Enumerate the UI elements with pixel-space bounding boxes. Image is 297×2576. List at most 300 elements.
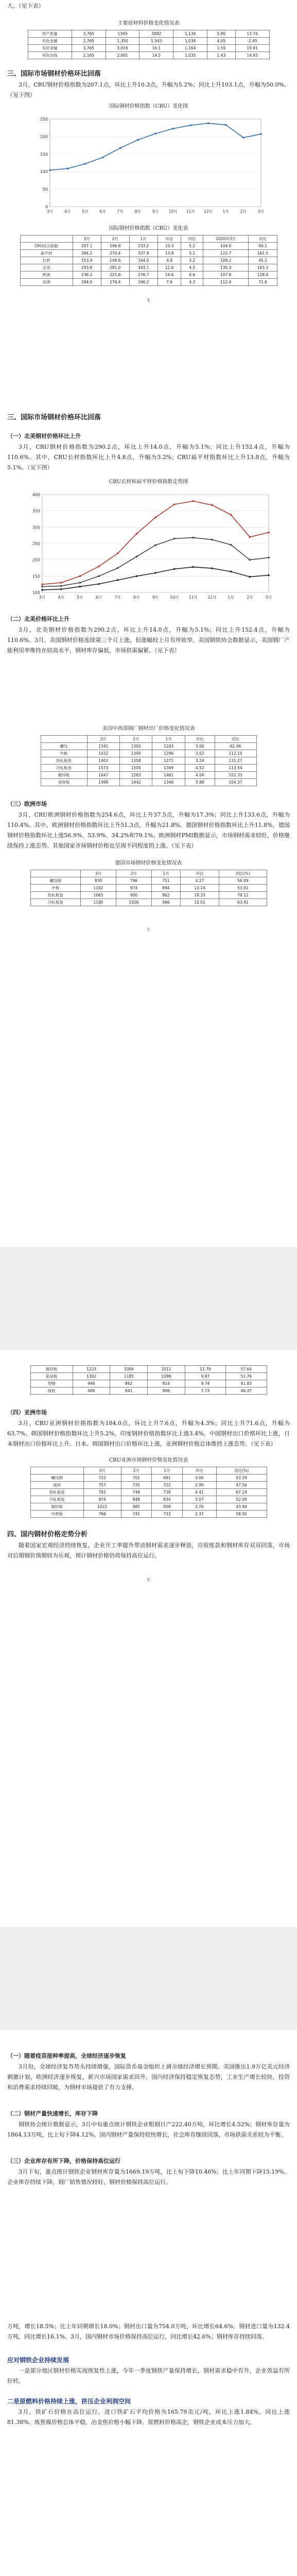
table-cell: 型钢 xyxy=(30,1380,73,1387)
section4-heading: 四、国内钢材价格走势分析 xyxy=(7,1531,88,1538)
table-cell: 1065 xyxy=(81,892,116,899)
table-cell: 722 xyxy=(83,1475,121,1482)
table-cell: 1,164 xyxy=(173,45,207,52)
table-header-cell xyxy=(41,736,87,743)
table-cell: 冷轧板卷 xyxy=(30,1496,83,1503)
table-cell: 4.27 xyxy=(181,877,219,885)
table-cell: 131.27 xyxy=(215,757,256,765)
table-cell: 4.8 xyxy=(158,257,181,264)
table-cell: 14.5 xyxy=(139,52,173,59)
table-header-cell: 1月 xyxy=(151,870,180,877)
section3-heading: 三、国际市场钢材价格环比回落 xyxy=(7,70,101,78)
table-cell: 中板 xyxy=(30,885,81,892)
table-cell: 163.3 xyxy=(249,264,277,272)
sheet-2 xyxy=(0,402,297,1247)
table-cell: 镀锌板 xyxy=(41,772,87,779)
table-row xyxy=(41,750,256,757)
table-cell: 12.6 xyxy=(158,264,181,272)
table-cell: 5.1 xyxy=(181,250,203,257)
table-cell: 153.4 xyxy=(73,257,101,264)
table-cell: 1022 xyxy=(83,1503,121,1511)
table-cell: 108.2 xyxy=(203,257,249,264)
y-tick-label: 250 xyxy=(32,541,40,546)
table-row xyxy=(28,38,269,45)
table-cell: 738 xyxy=(152,1489,183,1496)
table-row xyxy=(30,892,267,899)
table-cell: 13.14 xyxy=(181,885,219,892)
table-cell: 3082 xyxy=(139,30,173,38)
data-point xyxy=(268,556,270,558)
table-cell: 2.99 xyxy=(182,1482,216,1489)
table-cell: 946 xyxy=(73,1380,110,1387)
table-4 xyxy=(30,870,267,906)
table-cell: 3.07 xyxy=(182,1496,216,1503)
table-5 xyxy=(30,1467,267,1518)
table-cell: 806 xyxy=(148,1387,185,1395)
data-point xyxy=(101,157,103,159)
data-point xyxy=(154,133,156,135)
table-cell: 10.3 xyxy=(158,243,181,250)
table-cell: 722 xyxy=(152,1482,183,1489)
table-header-cell: 2020年3月 xyxy=(203,235,249,243)
table-cell: 79.12 xyxy=(219,892,267,899)
table-cell: 691 xyxy=(152,1475,183,1482)
sub2-heading: （二）北美价格环比上升 xyxy=(7,616,69,622)
table-cell: 3,016 xyxy=(106,45,139,52)
x-tick-label: 9月 xyxy=(152,595,159,600)
table-cell: 51.76 xyxy=(226,1373,267,1380)
table-cell: 宽厚板 xyxy=(41,779,87,786)
y-tick-label: 200 xyxy=(32,557,40,563)
table-cell: 中厚板 xyxy=(30,1511,83,1518)
table-cell: 1.43 xyxy=(207,52,235,59)
table-row xyxy=(41,765,256,772)
table-cell: 北美 xyxy=(20,264,73,272)
page-gap-1 xyxy=(0,1247,297,1350)
table-cell: 748 xyxy=(121,1489,152,1496)
x-tick-label: 7月 xyxy=(114,595,121,600)
table-cell: 701 xyxy=(121,1475,152,1482)
table-cell: 1369 xyxy=(106,30,139,38)
table-cell: 130.3 xyxy=(203,264,249,272)
table-cell: 3.37 xyxy=(182,1511,216,1518)
data-point xyxy=(189,124,191,126)
table-row xyxy=(20,250,277,257)
s4-2-para: 钢铁协会统计数据显示，3月中旬重点统计钢铁企业粗钢日产222.40万吨，环比增长4.52%；钢材库存量为1864.13万吨，比上旬下降4.12%。国内钢材产量保持较快增长，社会库存继续回落，市场供需关系较为平衡。 xyxy=(7,2121,290,2138)
table-header-row xyxy=(30,870,267,877)
data-point xyxy=(249,576,251,578)
table-cell: 3,765 xyxy=(72,30,106,38)
table-cell: 镀锌板 xyxy=(30,1366,73,1373)
table-cell: 113.54 xyxy=(215,765,256,772)
table-row xyxy=(30,1373,267,1380)
table-header-cell: 1月 xyxy=(152,736,185,743)
table-cell: 有色冶炼 xyxy=(28,52,72,59)
table-4-continued xyxy=(30,1365,267,1395)
y-tick-label: 350 xyxy=(32,509,40,514)
table-cell: 2,765 xyxy=(72,38,106,45)
table-cell: 线材 xyxy=(30,1482,83,1489)
table-cell: CRU综合指数 xyxy=(20,243,73,250)
x-tick-label: 3月 xyxy=(265,595,272,600)
table-cell: 107.8 xyxy=(203,272,249,279)
table-row xyxy=(30,1482,267,1489)
data-point xyxy=(66,167,68,170)
data-point xyxy=(249,559,251,561)
data-point xyxy=(242,137,244,139)
table-cell: 热轧板卷 xyxy=(41,757,87,765)
table-cell: 3.00 xyxy=(185,743,215,750)
table-cell: 1223 xyxy=(73,1366,110,1373)
table-row xyxy=(30,1503,267,1511)
table-cell: 958 xyxy=(152,1503,183,1511)
table-cell: 58.92 xyxy=(216,1511,267,1518)
page-number-3: 6 xyxy=(147,1578,150,1583)
data-point xyxy=(211,504,213,506)
table-cell: 5.2 xyxy=(181,243,203,250)
table-cell: 1358 xyxy=(119,757,152,765)
table-header-cell: 同比 xyxy=(181,235,203,243)
table-cell: 184.0 xyxy=(73,279,101,286)
y-tick-label: 200 xyxy=(40,134,48,139)
table-cell: 16.1 xyxy=(139,45,173,52)
table-cell: 47.56 xyxy=(216,1482,267,1489)
table-row xyxy=(30,1387,267,1395)
table-cell: 7.73 xyxy=(185,1387,225,1395)
table-cell: 874 xyxy=(83,1496,121,1503)
data-point xyxy=(224,124,226,126)
s5-heading-2: 二是原燃料价格持续上涨，挤压企业利润空间 xyxy=(7,2398,131,2405)
table-row xyxy=(28,52,269,59)
table-cell: 热轧板卷 xyxy=(30,1489,83,1496)
table-cell: 1346 xyxy=(152,779,185,786)
data-point xyxy=(60,582,62,584)
table-cell: 757 xyxy=(83,1482,121,1489)
y-tick-label: 150 xyxy=(32,574,40,579)
table-cell: 3.76 xyxy=(182,1503,216,1511)
table-cell: 733 xyxy=(152,1511,183,1518)
table-cell: 221.6 xyxy=(101,272,129,279)
table-cell: 57.64 xyxy=(226,1366,267,1373)
x-tick-label: 4月 xyxy=(64,209,71,214)
table-cell: 894 xyxy=(151,885,180,892)
table-header-cell: 3月 xyxy=(87,736,119,743)
table-cell: 1583 xyxy=(119,772,152,779)
table-row xyxy=(41,743,256,750)
data-point xyxy=(211,539,213,541)
table-1 xyxy=(28,30,270,59)
table-row xyxy=(28,45,269,52)
table-3 xyxy=(41,735,257,786)
table-cell: 781 xyxy=(83,1489,121,1496)
data-point xyxy=(116,552,118,554)
table-cell: 3.00 xyxy=(182,1475,216,1482)
table-row xyxy=(41,772,256,779)
table-cell: 122.7 xyxy=(203,250,249,257)
table-cell: 1102 xyxy=(81,885,116,892)
data-point xyxy=(192,537,194,539)
sub1-para: 3月，CRU钢材价格指数为290.2点，环比上升14.0点，升幅为5.1%；同比上升152.4点，升幅为110.6%。其中，CRU长材指数环比上升4.8点，升幅为3.2%；CRU扁平材指数环比上升13.8点，升幅为5.1%。（见下图） xyxy=(7,444,290,471)
table-cell: 52.00 xyxy=(216,1496,267,1503)
data-point xyxy=(154,544,156,546)
table-header-row xyxy=(30,1467,267,1475)
table-row xyxy=(28,30,269,38)
y-tick-label: 50 xyxy=(42,187,48,192)
s4-3-heading: （三）企业库存有所下降，价格保持高位运行 xyxy=(7,2158,120,2164)
sheet-3 xyxy=(0,1350,297,1927)
table-header-cell: 同比(%) xyxy=(219,870,267,877)
data-point xyxy=(79,586,81,588)
table-header-cell: 环比 xyxy=(182,1467,216,1475)
data-point xyxy=(41,583,43,585)
data-point xyxy=(230,544,232,546)
table-cell: 128.4 xyxy=(249,272,277,279)
table-cell: 镀锌板 xyxy=(30,1503,83,1511)
data-point xyxy=(98,575,100,578)
table-cell: 7.6 xyxy=(158,279,181,286)
s4-2-heading: （二）钢材产量快速增长，库存下降 xyxy=(7,2110,98,2117)
data-point xyxy=(154,517,156,519)
table-cell: 67.24 xyxy=(216,1489,267,1496)
x-tick-label: 3月 xyxy=(257,209,264,214)
sub4-heading: （四）亚洲市场 xyxy=(7,1409,47,1416)
table-cell: 5,134 xyxy=(173,30,207,38)
table-cell: 有色金属 xyxy=(28,38,72,45)
x-tick-label: 11月 xyxy=(188,595,198,600)
s5-para2: 3月，铁矿石价格在高位运行，进口铁矿石平均价格为165.79美元/吨，环比上涨1.84%，同比上涨81.38%。炼焦煤价格总体平稳，冶金焦价格小幅下降。原燃料价格高企，钢铁企业成本压力加大。 xyxy=(7,2409,290,2426)
x-tick-label: 8月 xyxy=(134,209,141,214)
table-header-cell: 环比 xyxy=(158,235,181,243)
x-tick-label: 9月 xyxy=(152,209,159,214)
chart1-svg xyxy=(30,113,267,221)
table-row xyxy=(41,757,256,765)
data-point xyxy=(249,536,251,538)
data-point xyxy=(135,533,137,535)
table-cell: 207.1 xyxy=(73,243,101,250)
data-point xyxy=(173,568,175,570)
table-header-cell: 环比 xyxy=(185,736,215,743)
x-tick-label: 10月 xyxy=(168,209,178,214)
table-cell: 欧洲 xyxy=(20,272,73,279)
table-cell: 276.7 xyxy=(129,272,158,279)
table-cell: 41.83 xyxy=(226,1380,267,1387)
s5-para1: 一是部分地区钢材价格实现恢复性上涨，今年一季度钢铁产量保持增长，钢材需求稳中有升，企业效益有所好转。 xyxy=(7,2367,290,2384)
y-tick-label: 100 xyxy=(32,590,40,595)
table3-caption: 美国中西部钢厂钢材出厂价格变化情况表 xyxy=(102,726,195,732)
x-tick-label: 3月 xyxy=(39,595,45,600)
table-cell: 270.4 xyxy=(101,250,129,257)
table-cell: 4.04 xyxy=(185,772,215,779)
table-row xyxy=(20,264,277,272)
table-cell: 71.6 xyxy=(249,279,277,286)
table-cell: 766 xyxy=(83,1511,121,1518)
table-cell: 4.3 xyxy=(181,279,203,286)
table-cell: 3.02 xyxy=(185,750,215,757)
sheet-1 xyxy=(0,0,297,392)
table-header-cell: 同比 xyxy=(215,736,256,743)
s4-3-para: 3月下旬，重点统计钢铁企业钢材库存量为1669.19万吨，比上旬下降10.46%；比上年同期下降15.19%。企业库存持续下降，钢厂销售情况较好，钢材价格保持高位运行。 xyxy=(7,2168,290,2185)
y-tick-label: 400 xyxy=(32,493,40,497)
table-cell: 长材 xyxy=(20,257,73,264)
table-row xyxy=(30,1489,267,1496)
table-cell: 5.80 xyxy=(207,30,235,38)
table-row xyxy=(30,877,267,885)
table-cell: 1390 xyxy=(119,750,152,757)
table-cell: 102.33 xyxy=(215,772,256,779)
table-header-cell xyxy=(30,1467,83,1475)
table-cell: 6.6 xyxy=(181,272,203,279)
data-point xyxy=(192,566,194,568)
table5-caption: CRU亚洲市场钢材价格变化情况表 xyxy=(109,1458,188,1463)
table-cell: 1185 xyxy=(110,1373,148,1380)
data-point xyxy=(211,567,213,569)
table-row xyxy=(41,779,256,786)
data-point xyxy=(41,586,43,588)
table-row xyxy=(20,257,277,264)
x-tick-label: 8月 xyxy=(133,595,139,600)
table-cell: 1573 xyxy=(87,765,119,772)
table-row xyxy=(30,885,267,892)
table-cell: 14.93 xyxy=(235,52,269,59)
table-cell: 45.2 xyxy=(249,257,277,264)
sheet-4 xyxy=(0,2030,297,2576)
table-cell: 834 xyxy=(152,1496,183,1503)
table-cell: 热轧板卷 xyxy=(30,892,81,899)
data-point xyxy=(116,567,118,569)
table-header-cell: 环比 xyxy=(181,870,219,877)
table-header-cell: 2月 xyxy=(116,870,151,877)
table-2 xyxy=(20,235,277,286)
table-cell: 4.05 xyxy=(207,38,235,45)
table-cell: 11.79 xyxy=(185,1366,225,1373)
table4-caption: 德国市场钢材价格变化情况表 xyxy=(115,860,182,866)
table1-caption: 主要原材料价格变化情况表 xyxy=(117,21,180,26)
table-cell: 830 xyxy=(81,877,116,885)
table-cell: 233.2 xyxy=(129,243,158,250)
table-cell: 1402 xyxy=(87,757,119,765)
table-cell: 1096 xyxy=(148,1373,185,1380)
x-tick-label: 6月 xyxy=(95,595,102,600)
table-cell: 900 xyxy=(116,892,151,899)
table-cell: 196.8 xyxy=(101,243,129,250)
table-cell: 906 xyxy=(73,1387,110,1395)
data-point xyxy=(260,133,262,135)
spacer-2 xyxy=(0,2188,297,2321)
table-header-row xyxy=(41,736,256,743)
table-cell: 735 xyxy=(121,1482,152,1489)
x-tick-label: 12月 xyxy=(207,595,217,600)
table-cell: 841 xyxy=(110,1387,148,1395)
table-cell: 281.0 xyxy=(101,264,129,272)
table-cell: 53.91 xyxy=(219,885,267,892)
table-header-cell: 3月 xyxy=(73,235,101,243)
table-cell: 1,350 xyxy=(106,38,139,45)
table-header-row xyxy=(20,235,277,243)
table-cell: 线材 xyxy=(30,1387,73,1395)
data-point xyxy=(173,538,175,540)
table-header-cell: 1月 xyxy=(129,235,158,243)
table-cell: 343.1 xyxy=(129,264,158,272)
table-cell: 862 xyxy=(151,892,180,899)
s4-1-para: 3月份，全球经济复苏势头持续增强，国际货币基金组织上调全球经济增长预期。美国推出1.9万亿美元经济刺激计划，欧洲经济逐步恢复，新兴市场国家需求回升。国内经济保持稳定恢复态势，工业生产增长较快，投资和消费需求持续回暖，为钢材市场提供了有力支撑。 xyxy=(7,2063,290,2091)
table-row xyxy=(20,272,277,279)
table-cell: 63.41 xyxy=(219,899,267,906)
table-cell: 9.87 xyxy=(185,1373,225,1380)
table-cell: 862 xyxy=(110,1380,148,1387)
table-cell: 236.2 xyxy=(73,272,101,279)
chart2-caption: CRU长材和扁平材价格指数走势图 xyxy=(109,479,188,485)
table-header-cell: 同比(%) xyxy=(216,1467,267,1475)
x-tick-label: 4月 xyxy=(58,595,64,600)
section3b-heading: 三、国际市场钢材价格环比回落 xyxy=(7,414,101,421)
data-point xyxy=(172,128,174,130)
x-tick-label: 6月 xyxy=(99,209,106,214)
data-point xyxy=(268,574,270,577)
data-point xyxy=(49,169,51,171)
table-cell: 1461 xyxy=(152,772,185,779)
data-point xyxy=(154,572,156,574)
table-header-cell: 2月 xyxy=(101,235,129,243)
table-cell: 亚洲 xyxy=(20,279,73,286)
data-point xyxy=(230,514,232,516)
chart-2 xyxy=(23,488,275,608)
table-cell: 1,035 xyxy=(173,52,207,59)
table-cell: 1399 xyxy=(152,765,185,772)
table-cell: 284.2 xyxy=(73,250,101,257)
table-cell: 751 xyxy=(151,877,180,885)
sub2-para: 3月，北美钢材价格指数为290.2点，环比上升14.0点，升幅为5.1%；同比上升152.4点，升幅为110.6%。3月，美国钢材价格连续第三个月上涨，但涨幅较上月有所收窄。美国钢铁协会数据显示，美国钢厂产能利用率维持在较高水平，钢材库存偏低，市场供需偏紧。（见下表） xyxy=(7,626,290,654)
table-cell: 13.74 xyxy=(235,30,269,38)
table-cell: 1498 xyxy=(87,779,119,786)
table-row xyxy=(30,1380,267,1387)
data-point xyxy=(41,589,43,591)
table-cell: 104.37 xyxy=(215,779,256,786)
table-cell: 扁平材 xyxy=(20,250,73,257)
table-cell: 196.2 xyxy=(129,279,158,286)
sub4-para: 3月，CRU亚洲钢材价格指数为184.0点，环比上升7.6点，升幅为4.3%；同比上升71.6点，升幅为63.7%。韩国钢材价格指数环比上升5.2%，印度钢材价格指数环比上涨3.4%。中国钢材出口价格环比上涨，日本钢材出口价格环比上升。日本、韩国钢材出口价格环比上涨，亚洲钢材价格总体维持上涨态势。（见下表） xyxy=(7,1420,290,1447)
x-tick-label: 1月 xyxy=(228,595,234,600)
table-cell: 13.8 xyxy=(158,250,181,257)
table-cell: 中板 xyxy=(41,750,87,757)
table-header-cell: 3月 xyxy=(83,1467,121,1475)
table-cell: 62.46 xyxy=(215,743,256,750)
data-point xyxy=(192,500,194,502)
table-cell: 4.52 xyxy=(185,765,215,772)
table-header-cell xyxy=(30,870,81,877)
chart2-svg xyxy=(23,488,275,607)
data-point xyxy=(60,588,62,590)
table-row xyxy=(30,1475,267,1482)
x-tick-label: 2月 xyxy=(240,209,247,214)
data-point xyxy=(230,571,232,573)
table-cell: 164.0 xyxy=(129,257,158,264)
table-row xyxy=(30,1366,267,1373)
page-number-2: 5 xyxy=(147,928,150,933)
table-cell: -2.45 xyxy=(235,38,269,45)
table-cell: 814 xyxy=(148,1380,185,1387)
table-cell: 148.6 xyxy=(101,257,129,264)
table-cell: 有价金属 xyxy=(28,45,72,52)
table-header-cell: 1月 xyxy=(152,1467,183,1475)
y-tick-label: 150 xyxy=(40,152,48,157)
data-point xyxy=(268,532,270,534)
table-cell: 4.41 xyxy=(182,1489,216,1496)
x-tick-label: 5月 xyxy=(76,595,83,600)
table-cell: 螺纹 xyxy=(41,743,87,750)
s4-4-para: 万吨，增长18.5%；比上年同期增长18.0%；钢材出口量为754.0万吨，环比增长64.6%。钢材进口量为132.4万吨，同比增长16.1%。3月，国内钢材市场价格保持高位运行，同比增长42.6%；钢材库存持续回落。 xyxy=(7,2323,290,2340)
data-point xyxy=(116,579,118,581)
table-cell: 螺纹钢 xyxy=(30,1475,83,1482)
